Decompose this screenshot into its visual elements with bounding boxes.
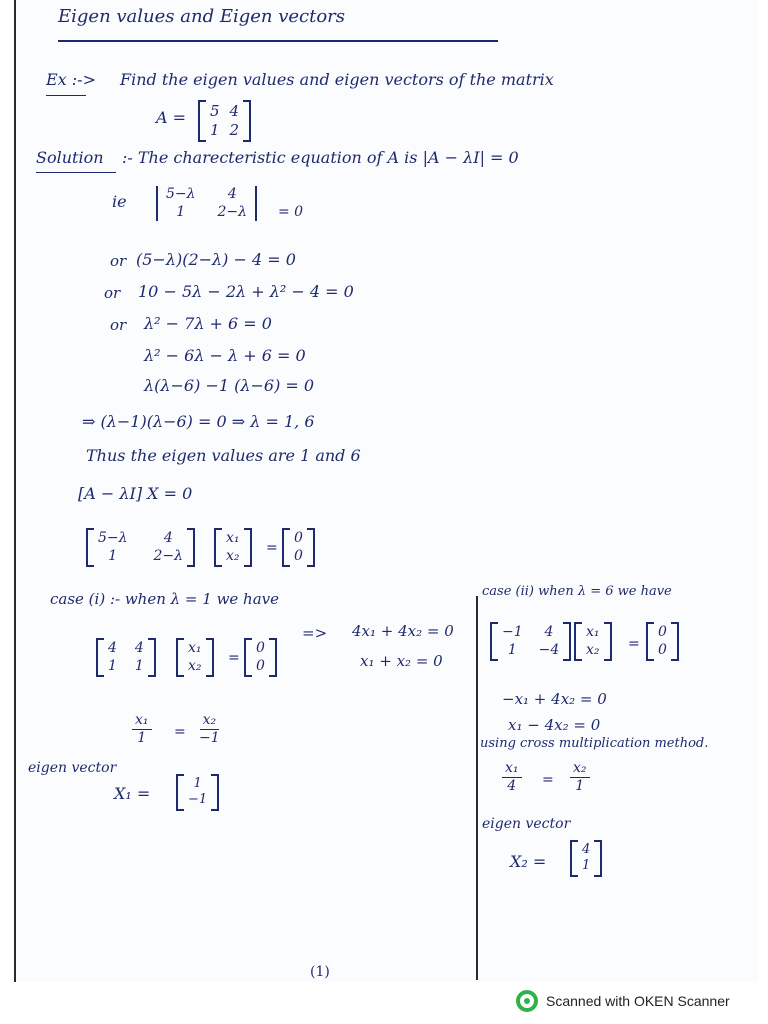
example-prefix: Ex :-> bbox=[46, 70, 96, 89]
case2-zero-vector: 0 0 bbox=[646, 622, 679, 661]
case2-equals: = bbox=[628, 636, 640, 652]
case2-eq2: x₁ − 4x₂ = 0 bbox=[508, 716, 601, 734]
case1-vector-label: eigen vector bbox=[28, 760, 117, 776]
case1-heading: case (i) :- when λ = 1 we have bbox=[50, 590, 280, 608]
case2-vector-name: X₂ = bbox=[510, 852, 547, 871]
case1-equals: = bbox=[228, 650, 240, 666]
scanner-watermark bbox=[516, 990, 730, 1012]
eigen-values-result: Thus the eigen values are 1 and 6 bbox=[86, 446, 361, 465]
case2-eq1: −x₁ + 4x₂ = 0 bbox=[502, 690, 607, 708]
step-3: λ² − 7λ + 6 = 0 bbox=[144, 314, 272, 333]
case2-x-vector: x₁ x₂ bbox=[574, 622, 612, 661]
system-zero-vector: 0 0 bbox=[282, 528, 315, 567]
example-text: Find the eigen values and eigen vectors of the matrix bbox=[120, 70, 554, 89]
page-title: Eigen values and Eigen vectors bbox=[58, 6, 346, 27]
case2-frac-equals: = bbox=[542, 772, 554, 788]
case1-eq1: 4x₁ + 4x₂ = 0 bbox=[352, 622, 454, 640]
matrix-a-label: A = bbox=[156, 108, 187, 127]
case2-heading: case (ii) when λ = 6 we have bbox=[482, 584, 672, 599]
system-equation: [A − λI] X = 0 bbox=[78, 484, 193, 503]
case1-x-vector: x₁ x₂ bbox=[176, 638, 214, 677]
step-5: λ(λ−6) −1 (λ−6) = 0 bbox=[144, 376, 315, 395]
matrix-a: 5 4 1 2 bbox=[198, 100, 251, 142]
oken-logo-icon bbox=[516, 990, 538, 1012]
system-equals: = bbox=[266, 540, 278, 556]
notebook-page bbox=[14, 0, 758, 982]
case2-vector-label: eigen vector bbox=[482, 816, 571, 832]
case1-matrix: 4 4 1 1 bbox=[96, 638, 156, 677]
case1-frac-equals: = bbox=[174, 724, 186, 740]
det-equals: = 0 bbox=[278, 204, 304, 220]
system-x-vector: x₁ x₂ bbox=[214, 528, 252, 567]
case1-fraction-right: $\frac{\text{x₂}}{-1}$ bbox=[199, 712, 220, 746]
case2-fraction-left: $\frac{\text{x₁}}{4}$ bbox=[502, 760, 522, 795]
characteristic-equation: :- The charecteristic equation of A is |A − λI| = 0 bbox=[122, 148, 519, 167]
case1-fraction-left: $\frac{\text{x₁}}{1}$ bbox=[132, 712, 152, 747]
page-number: (1) bbox=[310, 964, 330, 980]
title-underline bbox=[58, 40, 498, 42]
step-prefix-1: or bbox=[110, 252, 127, 270]
step-1: (5−λ)(2−λ) − 4 = 0 bbox=[136, 250, 296, 269]
case2-method: using cross multiplication method. bbox=[480, 736, 709, 751]
step-4: λ² − 6λ − λ + 6 = 0 bbox=[144, 346, 306, 365]
step-prefix-3: or bbox=[110, 316, 127, 334]
system-matrix: 5−λ 4 1 2−λ bbox=[86, 528, 195, 567]
step-2: 10 − 5λ − 2λ + λ² − 4 = 0 bbox=[138, 282, 354, 301]
ie-label: ie bbox=[112, 192, 127, 211]
solution-underline bbox=[36, 172, 116, 173]
case1-arrow: => bbox=[302, 624, 328, 642]
determinant: 5−λ 4 1 2−λ bbox=[156, 186, 257, 221]
case1-vector-name: X₁ = bbox=[114, 784, 151, 803]
case1-eigen-vector: 1 −1 bbox=[176, 774, 219, 811]
case1-zero-vector: 0 0 bbox=[244, 638, 277, 677]
case1-eq2: x₁ + x₂ = 0 bbox=[360, 652, 443, 670]
case2-eigen-vector: 4 1 bbox=[570, 840, 602, 877]
case2-fraction-right: $\frac{\text{x₂}}{1}$ bbox=[570, 760, 590, 795]
scanner-text: Scanned with OKEN Scanner bbox=[546, 993, 730, 1009]
column-divider bbox=[476, 596, 478, 980]
solution-label: Solution bbox=[36, 148, 104, 167]
case2-matrix: −1 4 1 −4 bbox=[490, 622, 571, 661]
step-prefix-2: or bbox=[104, 284, 121, 302]
factor-line: ⇒ (λ−1)(λ−6) = 0 ⇒ λ = 1, 6 bbox=[82, 412, 315, 431]
example-underline bbox=[46, 95, 86, 96]
